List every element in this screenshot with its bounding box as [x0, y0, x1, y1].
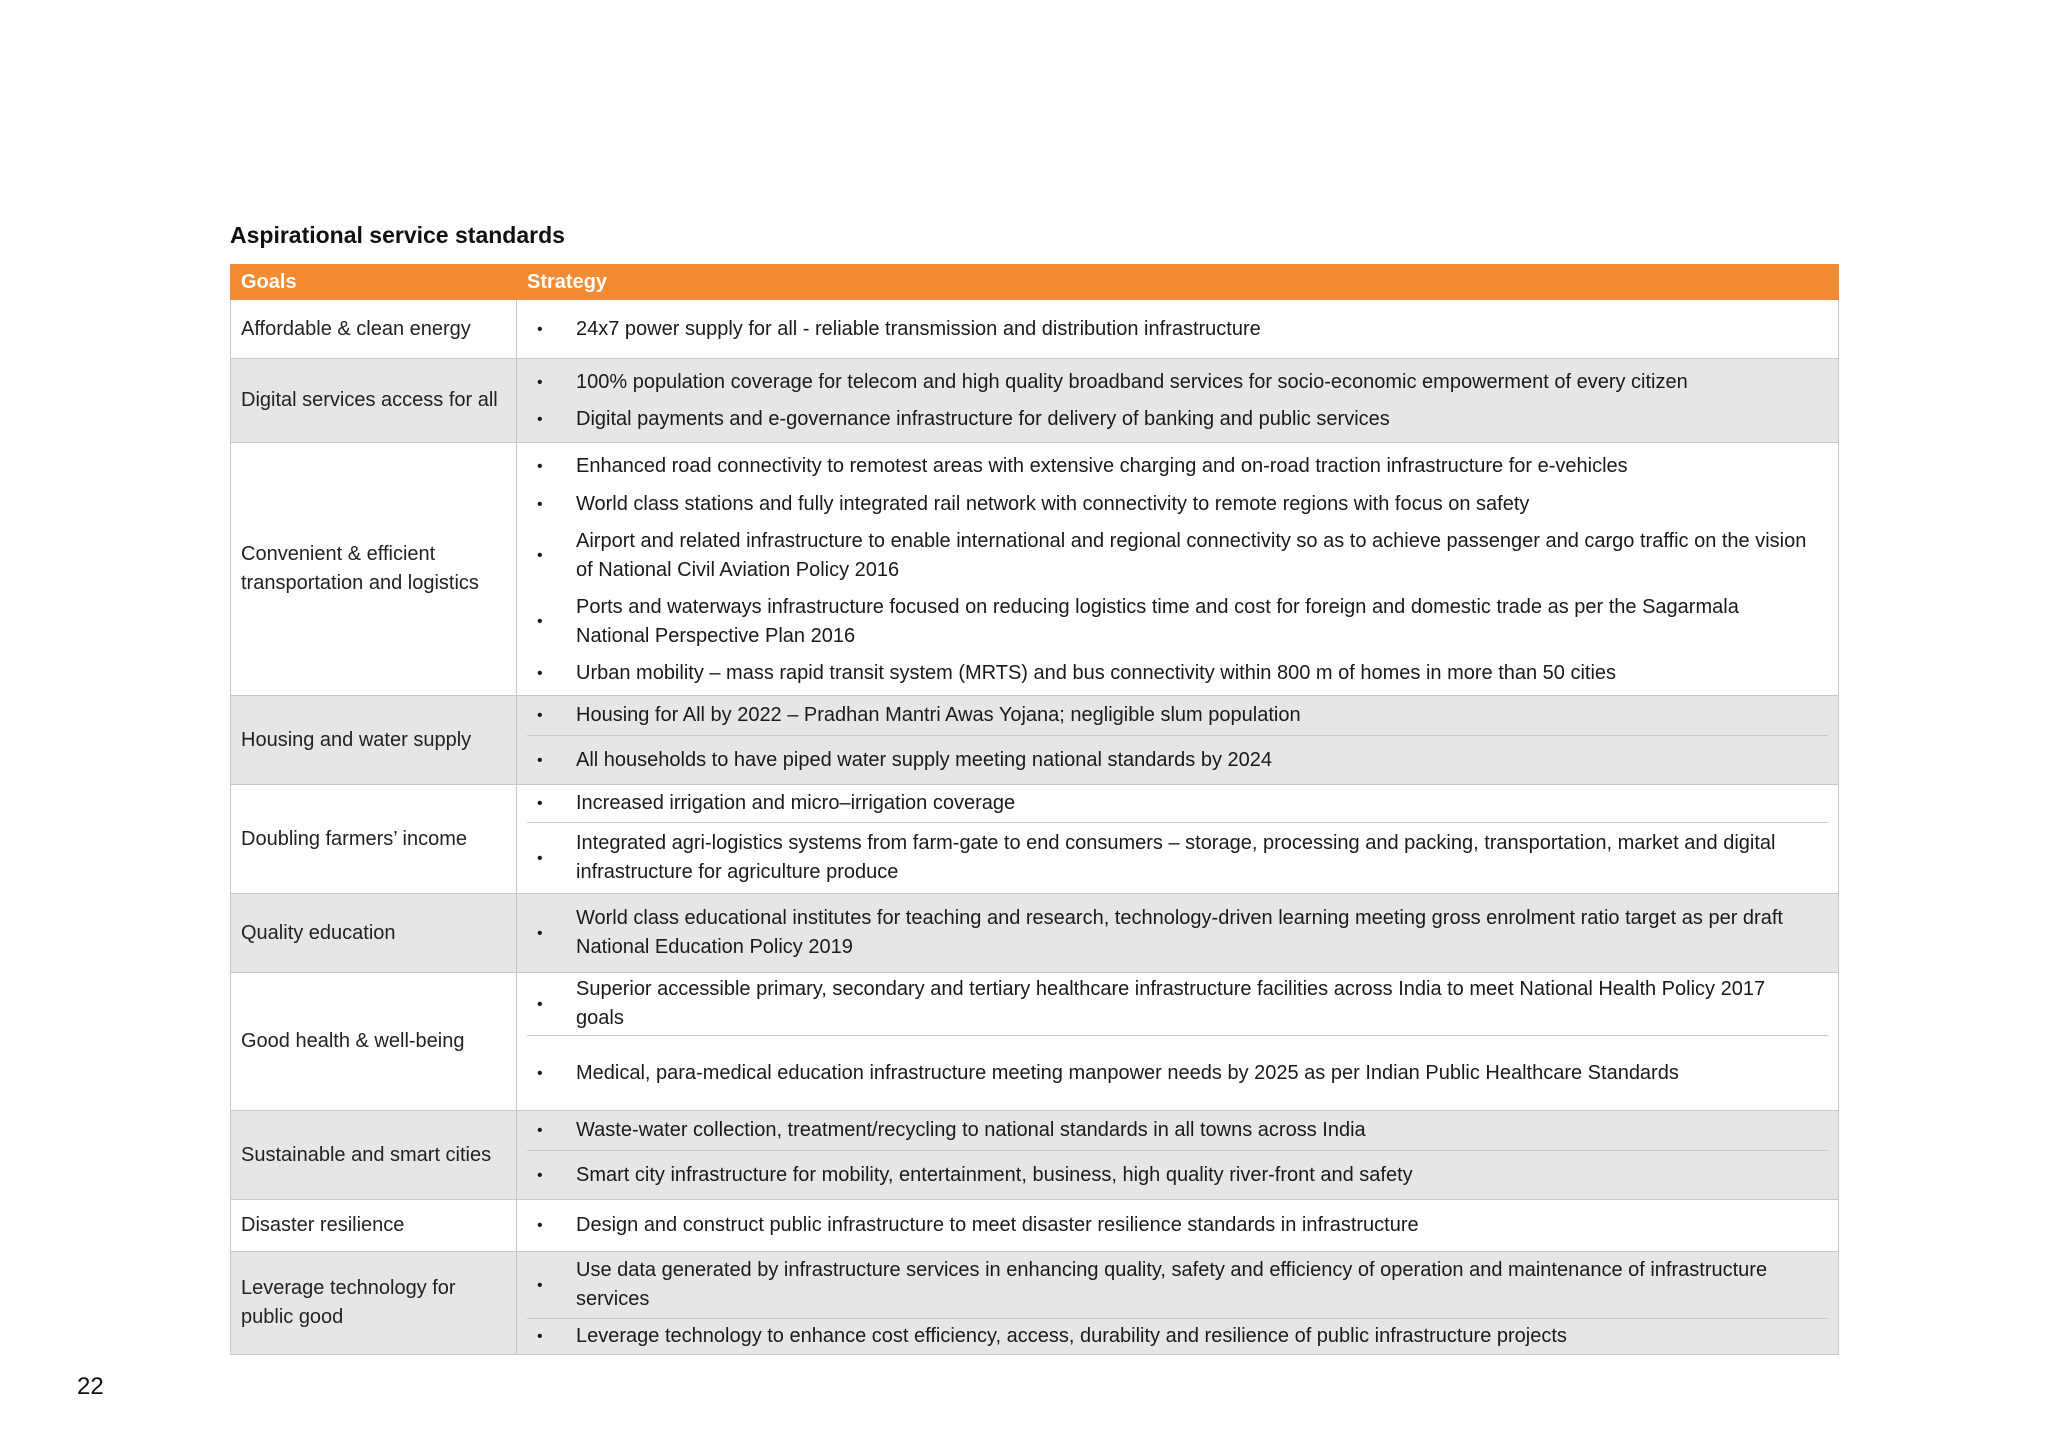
strategy-item [527, 1150, 1828, 1199]
goal-cell: Quality education [231, 894, 517, 973]
strategy-text: Smart city infrastructure for mobility, entertainment, business, high quality river-front and safety [576, 1163, 1413, 1186]
strategy-item [527, 447, 1828, 486]
bullet-icon: • [537, 995, 543, 1013]
strategy-item [527, 1318, 1828, 1354]
table-row [231, 359, 1839, 443]
table-row [231, 696, 1839, 785]
strategy-cell [517, 359, 1839, 443]
goal-cell: Convenient & efficient transportation and logistics [231, 443, 517, 696]
goal-cell: Affordable & clean energy [231, 300, 517, 359]
bullet-icon: • [537, 849, 543, 867]
goal-cell: Digital services access for all [231, 359, 517, 443]
goal-cell: Disaster resilience [231, 1200, 517, 1252]
strategy-cell [517, 443, 1839, 696]
bullet-icon: • [537, 751, 543, 769]
strategy-text: Housing for All by 2022 – Pradhan Mantri Awas Yojana; negligible slum population [576, 704, 1301, 726]
bullet-icon: • [537, 1276, 543, 1294]
strategy-item [527, 1111, 1828, 1150]
bullet-icon: • [537, 457, 543, 475]
table-header-row [231, 265, 1839, 300]
strategy-text: Integrated agri-logistics systems from farm-gate to end consumers – storage, processing and packing, transportation, market and digital infrastructure for agriculture produce [576, 832, 1776, 883]
strategy-cell [517, 300, 1839, 359]
table-row [231, 1252, 1839, 1355]
strategy-item [527, 785, 1828, 822]
goal-cell: Leverage technology for public good [231, 1252, 517, 1355]
bullet-icon: • [537, 547, 543, 564]
table-row [231, 1111, 1839, 1200]
strategy-item [527, 696, 1828, 735]
strategy-item [527, 735, 1828, 784]
strategy-item [527, 1209, 1828, 1242]
strategy-item [527, 1252, 1828, 1318]
bullet-icon: • [537, 924, 543, 942]
strategy-item [527, 313, 1828, 346]
bullet-icon: • [537, 613, 543, 630]
strategy-item [527, 822, 1828, 893]
strategy-text: Leverage technology to enhance cost efficiency, access, durability and resilience of public infrastructure projects [576, 1325, 1567, 1347]
bullet-icon: • [537, 410, 543, 428]
table-row [231, 785, 1839, 894]
bullet-icon: • [537, 1064, 543, 1082]
strategy-text: Enhanced road connectivity to remotest areas with extensive charging and on-road traction infrastructure for e-vehicles [576, 454, 1628, 477]
strategy-cell [517, 1200, 1839, 1252]
strategy-text: Airport and related infrastructure to enable international and regional connectivity so as to achieve passenger and cargo traffic on the vision of National Civil Aviation Policy 2016 [576, 529, 1807, 581]
bullet-icon: • [537, 664, 543, 682]
goal-cell: Good health & well-being [231, 973, 517, 1111]
strategy-item [527, 896, 1828, 970]
bullet-icon: • [537, 1217, 543, 1234]
section-title: Aspirational service standards [230, 222, 565, 248]
standards-table [230, 264, 1839, 1355]
strategy-text: Ports and waterways infrastructure focused on reducing logistics time and cost for foreign and domestic trade as per the Sagarmala National Perspective Plan 2016 [576, 595, 1739, 647]
bullet-icon: • [537, 495, 543, 513]
bullet-icon: • [537, 1166, 543, 1184]
strategy-text: Increased irrigation and micro–irrigation coverage [576, 792, 1016, 814]
strategy-column-header: Strategy [517, 265, 1839, 300]
strategy-cell [517, 894, 1839, 973]
strategy-cell [517, 1111, 1839, 1200]
table-row [231, 300, 1839, 359]
page-number: 22 [77, 1373, 104, 1400]
strategy-item [527, 364, 1828, 401]
table-row [231, 894, 1839, 973]
strategy-text: World class stations and fully integrated rail network with connectivity to remote regions with focus on safety [576, 492, 1530, 515]
strategy-text: All households to have piped water supply meeting national standards by 2024 [576, 748, 1273, 771]
strategy-text: Design and construct public infrastructure to meet disaster resilience standards in infrastructure [576, 1214, 1419, 1236]
strategy-item [527, 655, 1828, 692]
strategy-text: 24x7 power supply for all - reliable transmission and distribution infrastructure [576, 317, 1261, 340]
bullet-icon: • [537, 795, 543, 812]
strategy-cell [517, 973, 1839, 1111]
goal-cell: Housing and water supply [231, 696, 517, 785]
goals-column-header: Goals [231, 265, 517, 300]
bullet-icon: • [537, 373, 543, 391]
strategy-cell [517, 696, 1839, 785]
strategy-text: Medical, para-medical education infrastructure meeting manpower needs by 2025 as per Indian Public Healthcare Standards [576, 1061, 1679, 1084]
strategy-text: Superior accessible primary, secondary and tertiary healthcare infrastructure facilities across India to meet National Health Policy 2017 goals [576, 978, 1766, 1029]
strategy-text: Use data generated by infrastructure services in enhancing quality, safety and efficiency of operation and maintenance of infrastructure services [576, 1259, 1768, 1310]
goal-cell: Doubling farmers’ income [231, 785, 517, 894]
strategy-item [527, 589, 1828, 655]
table-row [231, 1200, 1839, 1252]
bullet-icon: • [537, 1122, 543, 1139]
strategy-item [527, 486, 1828, 523]
bullet-icon: • [537, 1328, 543, 1345]
strategy-item [527, 401, 1828, 438]
table-row [231, 973, 1839, 1111]
table-row [231, 443, 1839, 696]
bullet-icon: • [537, 707, 543, 724]
strategy-text: World class educational institutes for teaching and research, technology-driven learning meeting gross enrolment ratio target as per draft National Education Policy 2019 [576, 907, 1783, 958]
strategy-item [527, 1035, 1828, 1110]
strategy-item [527, 523, 1828, 589]
strategy-text: Waste-water collection, treatment/recycling to national standards in all towns across India [576, 1119, 1366, 1141]
strategy-cell [517, 1252, 1839, 1355]
strategy-text: Urban mobility – mass rapid transit system (MRTS) and bus connectivity within 800 m of homes in more than 50 cities [576, 661, 1617, 684]
strategy-text: Digital payments and e-governance infrastructure for delivery of banking and public services [576, 407, 1390, 430]
bullet-icon: • [537, 320, 543, 338]
strategy-cell [517, 785, 1839, 894]
strategy-item [527, 973, 1828, 1035]
goal-cell: Sustainable and smart cities [231, 1111, 517, 1200]
strategy-text: 100% population coverage for telecom and high quality broadband services for socio-economic empowerment of every citizen [576, 370, 1688, 393]
